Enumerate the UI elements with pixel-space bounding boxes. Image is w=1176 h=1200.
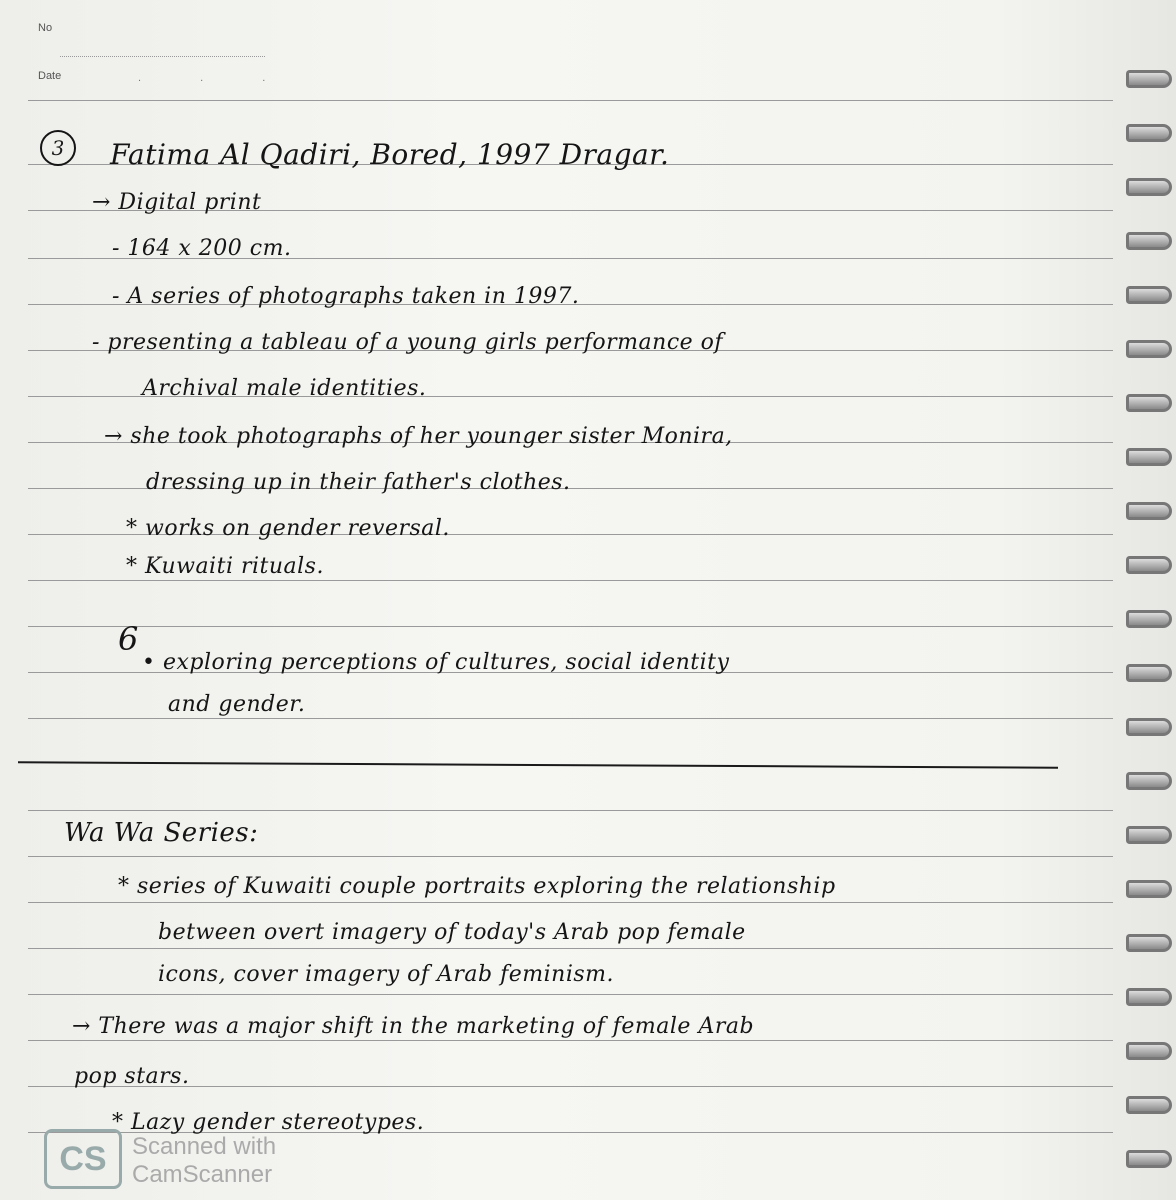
note-line: → There was a major shift in the marketing of female Arab [72, 1014, 755, 1039]
section2-title: Wa Wa Series: [64, 818, 259, 848]
spiral-ring [1126, 1042, 1172, 1060]
spiral-ring [1126, 502, 1172, 520]
watermark-line2: CamScanner [132, 1161, 273, 1188]
note-line: * series of Kuwaiti couple portraits exploring the relationship [118, 874, 836, 899]
spiral-ring [1126, 826, 1172, 844]
spiral-ring [1126, 934, 1172, 952]
spiral-ring [1126, 232, 1172, 250]
note-line: → she took photographs of her younger sister Monira, [104, 424, 733, 449]
spiral-ring [1126, 664, 1172, 682]
header-date-dots: . . . [138, 72, 294, 84]
note-line: dressing up in their father's clothes. [146, 470, 571, 495]
spiral-ring [1126, 70, 1172, 88]
section-number-circle: 3 [40, 130, 76, 166]
note-line: - presenting a tableau of a young girls performance of [92, 330, 724, 355]
spiral-ring [1126, 880, 1172, 898]
header-date-label: Date [38, 70, 62, 82]
note-line: * works on gender reversal. [126, 516, 450, 541]
note-line: * Kuwaiti rituals. [126, 554, 324, 579]
spiral-ring [1126, 718, 1172, 736]
spiral-ring [1126, 178, 1172, 196]
watermark-line1: Scanned with [132, 1133, 277, 1160]
note-line: icons, cover imagery of Arab feminism. [158, 962, 615, 987]
spiral-ring [1126, 610, 1172, 628]
spiral-ring [1126, 340, 1172, 358]
note-line: • exploring perceptions of cultures, social identity [142, 650, 730, 675]
spiral-binding [1120, 60, 1176, 1200]
spiral-ring [1126, 772, 1172, 790]
note-line: - 164 x 200 cm. [112, 236, 292, 261]
spiral-ring [1126, 448, 1172, 466]
note-line: and gender. [168, 692, 306, 717]
spiral-ring [1126, 124, 1172, 142]
spiral-ring [1126, 556, 1172, 574]
note-line: between overt imagery of today's Arab pop female [158, 920, 746, 945]
note-line: Archival male identities. [142, 376, 427, 401]
note-line: → Digital print [92, 190, 262, 215]
section-separator [18, 761, 1058, 768]
camscanner-logo: CS [44, 1129, 122, 1189]
spiral-ring [1126, 1150, 1172, 1168]
note-line: * Lazy gender stereotypes. [112, 1110, 425, 1135]
spiral-ring [1126, 286, 1172, 304]
spiral-ring [1126, 1096, 1172, 1114]
spiral-ring [1126, 394, 1172, 412]
note-line: pop stars. [74, 1064, 190, 1089]
note-line: - A series of photographs taken in 1997. [112, 284, 580, 309]
section1-title: Fatima Al Qadiri, Bored, 1997 Dragar. [110, 138, 670, 171]
section-number-six: 6 [118, 620, 139, 658]
header-no-line [60, 56, 265, 57]
header-no-label: No [38, 22, 53, 34]
spiral-ring [1126, 988, 1172, 1006]
